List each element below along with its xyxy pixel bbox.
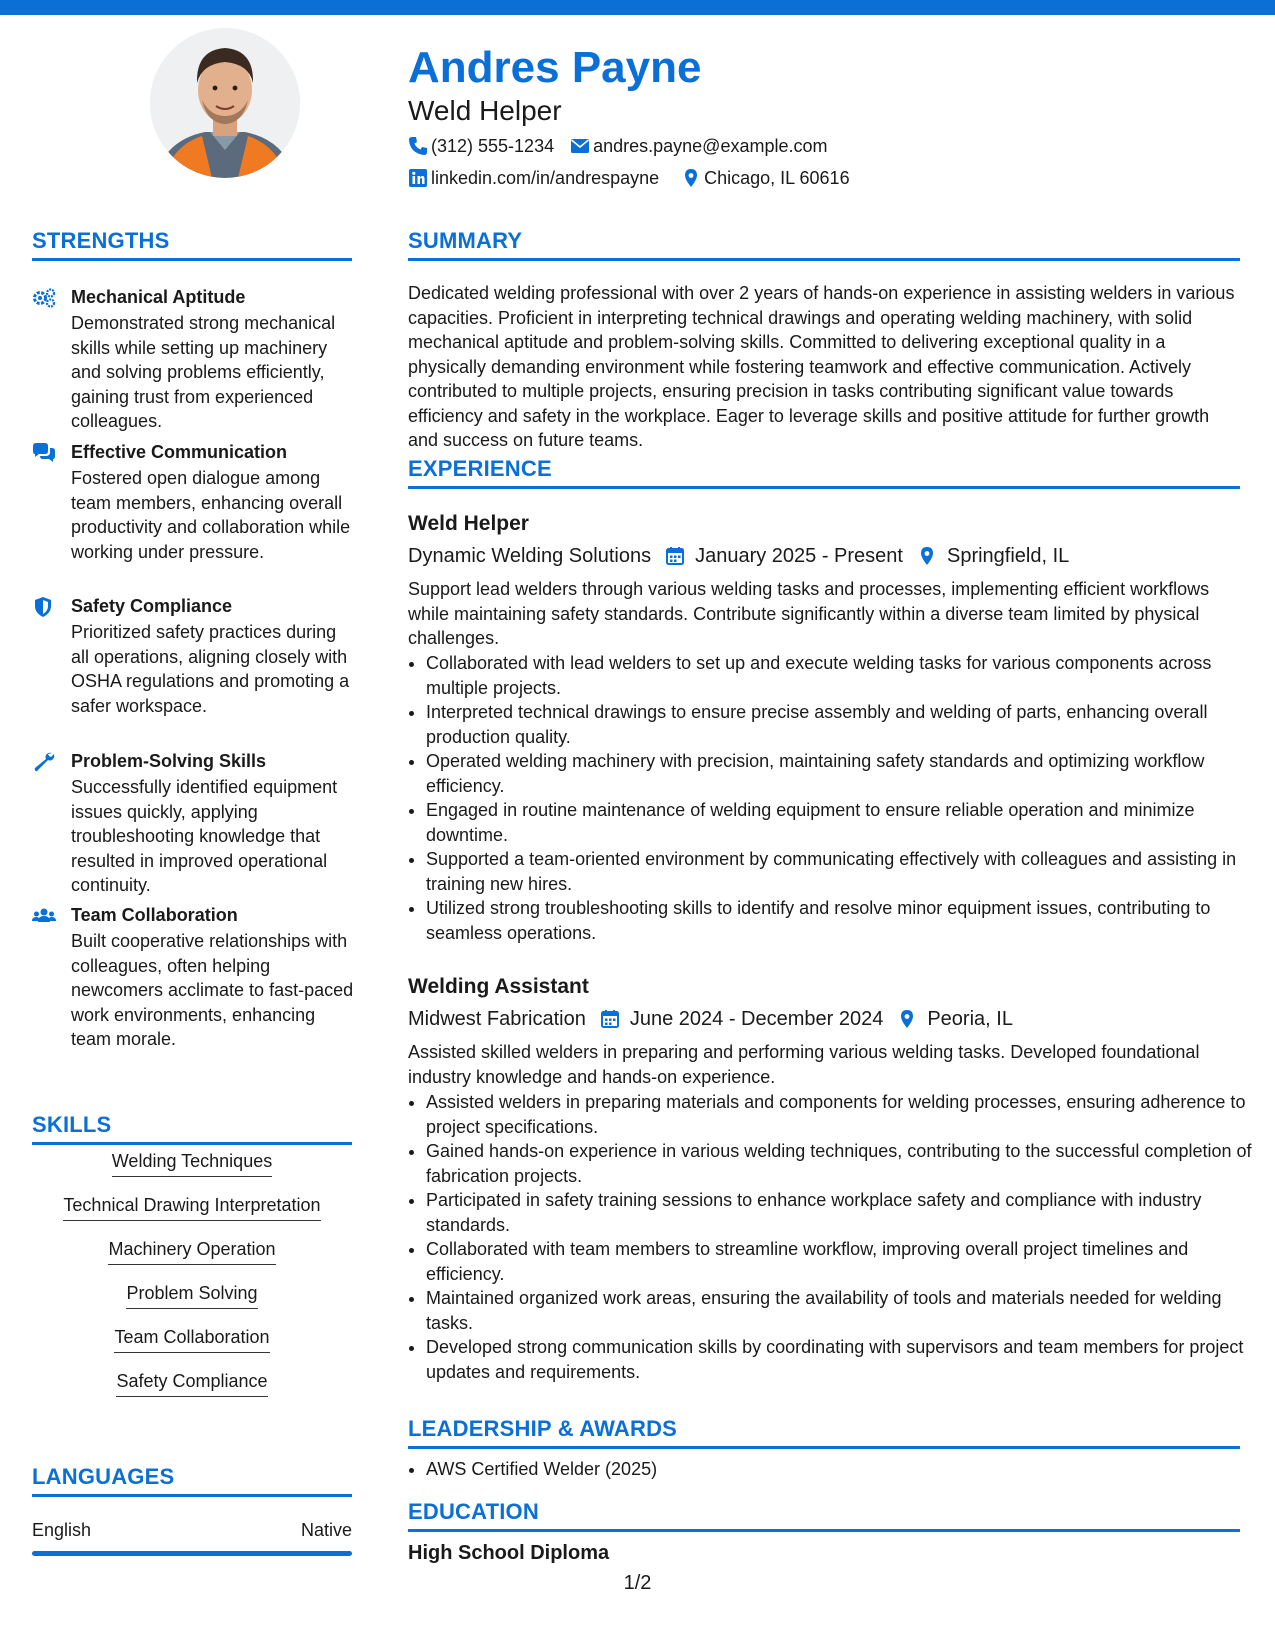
chat-icon — [32, 443, 56, 463]
summary-heading: SUMMARY — [408, 228, 1240, 261]
strength-description: Successfully identified equipment issues quickly, applying troubleshooting knowledge that resulted in improved operational continuity. — [71, 777, 338, 895]
team-icon — [32, 906, 56, 926]
job-bullets — [408, 651, 1258, 945]
languages-heading: LANGUAGES — [32, 1464, 352, 1497]
shield-icon — [32, 597, 56, 617]
strength-title: Effective Communication — [71, 442, 288, 462]
summary-text: Dedicated welding professional with over 2 years of hands-on experience in assisting welders in various capacities. Proficient in interpreting technical drawings and operating welding machinery, with solid mechanical aptitude and problem-solving skills. Committed to delivering exceptional quality in a physically demanding environment while fostering teamwork and effective communication. Actively contributed to multiple projects, ensuring precision in tasks contributing significant value towards efficiency and safety in the workplace. Eager to leverage skills and positive attitude for further growth and success on future teams. — [408, 283, 1235, 450]
job-meta — [408, 543, 1069, 569]
profile-photo — [150, 28, 300, 178]
language-row — [32, 1518, 352, 1542]
strength-description: Built cooperative relationships with colleagues, often helping newcomers acclimate to fast-paced work environments, enhancing team morale. — [71, 931, 354, 1049]
skill-tag: Technical Drawing Interpretation — [63, 1192, 320, 1221]
job-dates: June 2024 - December 2024 — [629, 1008, 884, 1030]
page-indicator: 1/2 — [623, 1572, 652, 1594]
language-level-bar — [32, 1551, 352, 1556]
strength-title: Team Collaboration — [71, 905, 238, 925]
job-company: Dynamic Welding Solutions — [408, 545, 652, 567]
phone-icon — [408, 136, 428, 156]
list-item: • Collaborated with team members to streamline workflow, improving overall project timelines and efficiency. — [426, 1237, 1258, 1286]
language-level: Native — [300, 1520, 352, 1540]
list-item: • Gained hands-on experience in various welding techniques, contributing to the successful completion of fabrication projects. — [426, 1139, 1258, 1188]
job-description: Support lead welders through various welding tasks and processes, implementing efficient workflows while maintaining safety standards. Contribute significantly within a diverse team limited by physical challenges. — [408, 579, 1210, 648]
linkedin-icon — [408, 168, 428, 188]
job-bullets — [408, 1090, 1258, 1384]
job-description: Assisted skilled welders in preparing and performing various welding tasks. Developed foundational industry knowledge and hands-on experience. — [408, 1042, 1200, 1087]
strength-description: Fostered open dialogue among team members, enhancing overall productivity and collaboration while working under pressure. — [71, 468, 351, 562]
job-location: Springfield, IL — [946, 545, 1070, 567]
gears-icon — [32, 288, 56, 308]
job-dates: January 2025 - Present — [695, 545, 903, 567]
candidate-name: Andres Payne — [408, 43, 702, 92]
calendar-icon — [665, 546, 685, 566]
contact-row — [408, 134, 828, 158]
contact-row — [408, 166, 850, 190]
location-pin-icon — [917, 546, 937, 566]
skill-tag: Team Collaboration — [114, 1324, 269, 1353]
list-item: • Utilized strong troubleshooting skills to identify and resolve minor equipment issues, contributing to seamless operations. — [426, 896, 1258, 945]
location-pin-icon — [681, 168, 701, 188]
language-name: English — [32, 1520, 92, 1540]
job-location: Peoria, IL — [927, 1008, 1013, 1030]
strength-description: Demonstrated strong mechanical skills while setting up machinery and solving problems efficiently, gaining trust from experienced colleagues. — [71, 313, 336, 431]
skill-tag: Machinery Operation — [108, 1236, 275, 1265]
strengths-heading: STRENGTHS — [32, 228, 352, 261]
list-item: • Maintained organized work areas, ensuring the availability of tools and materials needed for welding tasks. — [426, 1286, 1258, 1335]
job-meta — [408, 1006, 1013, 1032]
skill-tag: Problem Solving — [126, 1280, 257, 1309]
skills-list — [32, 1148, 352, 1412]
location-text: Chicago, IL 60616 — [704, 168, 850, 188]
experience-heading: EXPERIENCE — [408, 456, 1240, 489]
strength-description: Prioritized safety practices during all operations, aligning closely with OSHA regulations and promoting a safer workspace. — [71, 622, 350, 716]
candidate-title: Weld Helper — [408, 95, 562, 126]
top-accent-bar — [0, 0, 1275, 15]
list-item: • Engaged in routine maintenance of welding equipment to ensure reliable operation and minimize downtime. — [426, 798, 1258, 847]
list-item: • Operated welding machinery with precision, maintaining safety standards and optimizing workflow efficiency. — [426, 749, 1258, 798]
location-pin-icon — [897, 1009, 917, 1029]
list-item: • AWS Certified Welder (2025) — [426, 1457, 1258, 1482]
skill-tag: Welding Techniques — [112, 1148, 272, 1177]
list-item: • Developed strong communication skills by coordinating with supervisors and team members for project updates and requirements. — [426, 1335, 1258, 1384]
awards-list — [408, 1457, 1258, 1482]
education-heading: EDUCATION — [408, 1499, 1240, 1532]
strength-title: Mechanical Aptitude — [71, 287, 246, 307]
email-text[interactable]: andres.payne@example.com — [593, 136, 828, 156]
job-role: Weld Helper — [408, 512, 529, 535]
phone-text: (312) 555-1234 — [431, 136, 555, 156]
list-item: • Interpreted technical drawings to ensure precise assembly and welding of parts, enhancing overall production quality. — [426, 700, 1258, 749]
list-item: • Collaborated with lead welders to set up and execute welding tasks for various components across multiple projects. — [426, 651, 1258, 700]
wrench-icon — [32, 752, 56, 772]
linkedin-text[interactable]: linkedin.com/in/andrespayne — [431, 168, 660, 188]
education-degree: High School Diploma — [408, 1542, 610, 1564]
list-item: • Assisted welders in preparing materials and components for welding processes, ensuring adherence to project specifications. — [426, 1090, 1258, 1139]
email-icon — [570, 136, 590, 156]
strength-title: Problem-Solving Skills — [71, 751, 267, 771]
skills-heading: SKILLS — [32, 1112, 352, 1145]
awards-heading: LEADERSHIP & AWARDS — [408, 1416, 1240, 1449]
job-company: Midwest Fabrication — [408, 1008, 586, 1030]
list-item: • Participated in safety training sessions to enhance workplace safety and compliance with industry standards. — [426, 1188, 1258, 1237]
list-item: • Supported a team-oriented environment by communicating effectively with colleagues and assisting in training new hires. — [426, 847, 1258, 896]
skill-tag: Safety Compliance — [116, 1368, 267, 1397]
strength-title: Safety Compliance — [71, 596, 233, 616]
calendar-icon — [600, 1009, 620, 1029]
job-role: Welding Assistant — [408, 975, 589, 998]
